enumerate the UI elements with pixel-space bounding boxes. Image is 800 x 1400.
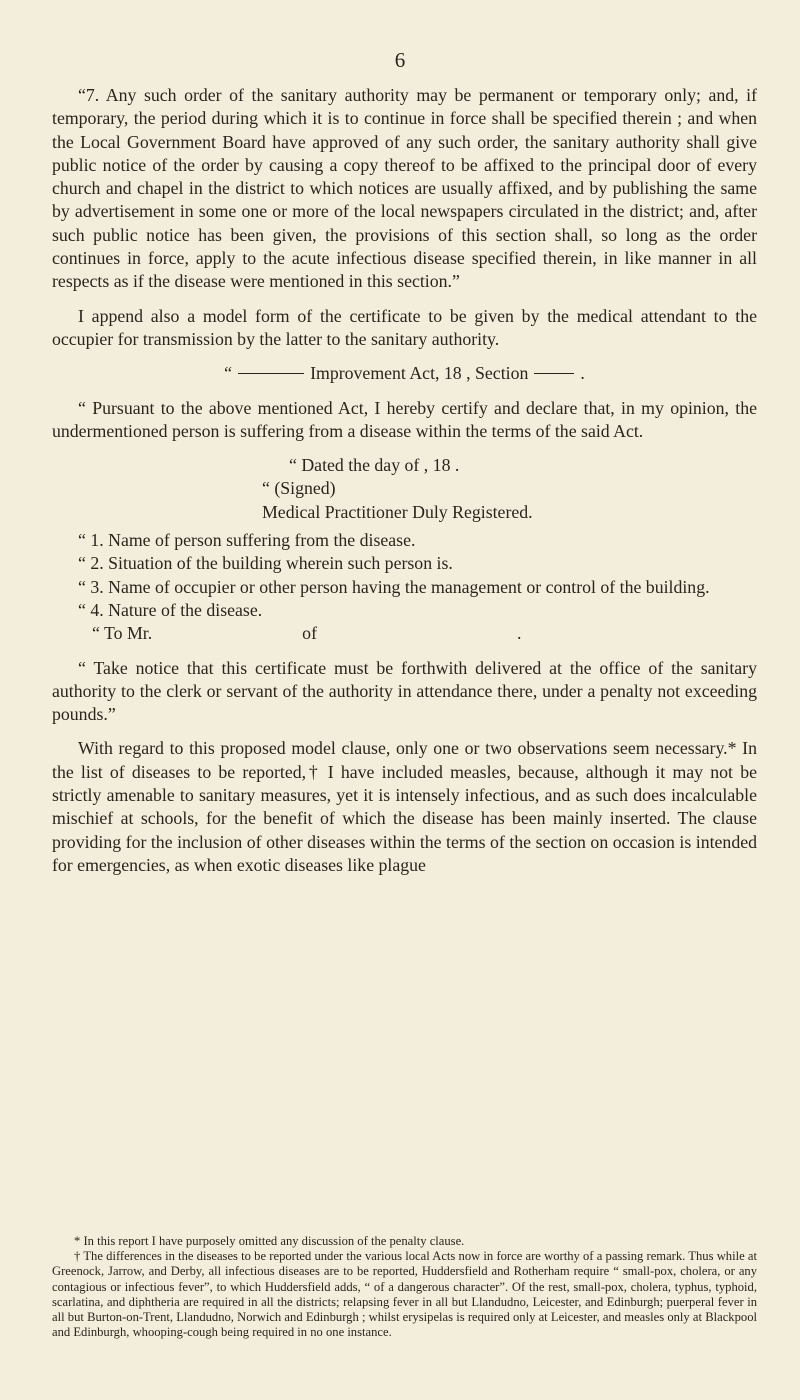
footnote-star: * In this report I have purposely omitted any discussion of the penalty clause. <box>74 1234 465 1248</box>
paragraph-observations: With regard to this proposed model clause, only one or two observations seem necessary.* In the list of diseases to be reported,† I have included measles, because, although it may not be strictly amenable to sanitary measures, yet it is intensely infectious, and as such does incalculable mischief at schools, for the benefit of which the disease has been mainly inserted. The clause providing for the inclusion of other diseases within the terms of the section on occasion is intended for emergencies, as when exotic diseases like plague <box>52 738 757 875</box>
page-number: 6 <box>394 48 406 72</box>
form-item-2: “ 2. Situation of the building wherein such person is. <box>78 553 453 574</box>
form-item-1: “ 1. Name of person suffering from the disease. <box>78 530 416 551</box>
paragraph-section-7: “7. Any such order of the sanitary authority may be permanent or temporary only; and, if temporary, the period during which it is to continue in force shall be specified therein ; and when the Local Government Board have approved of any such order, the sanitary authority shall give public notice of the order by causing a copy thereof to be affixed to the principal door of every church and chapel in the district to which notices are usually affixed, and by publishing the same by advertisement in some one or more of the local newspapers circulated in the district; and, after such public notice has been given, the provisions of this section shall, so long as the order continues in force, apply to the acute infectious disease specified therein, in like manner in all respects as if the disease were mentioned in this section.” <box>52 85 757 292</box>
form-notice: “ Take notice that this certificate must be forthwith delivered at the office of the sanitary authority to the clerk or servant of the authority in attendance there, under a penalty not exceeding pounds.” <box>52 657 757 725</box>
form-item-4: “ 4. Nature of the disease. <box>78 599 263 620</box>
form-item-3: “ 3. Name of occupier or other person having the management or control of the building. <box>78 576 710 597</box>
blank-line <box>534 373 574 374</box>
footnote-dagger: † The differences in the diseases to be reported under the various local Acts now in force are worthy of a passing remark. Thus while at Greenock, Jarrow, and Derby, all infectious diseases are to be reported, Huddersfield and Rotherham require “ small-pox, cholera, or any contagious or infectious fever”, to which Huddersfield adds, “ of a dangerous character”. Of the rest, small-pox, cholera, typhus, typhoid, scarlatina, and diphtheria are required in all the districts; relapsing fever in all but Llandudno, Leicester, and Edinburgh; puerperal fever in all but Burton-on-Trent, Llandudno, Norwich and Edinburgh ; whilst erysipelas is required only at Leicester, and measles only at Blackpool and Edinburgh, whooping-cough being required in no one instance. <box>52 1249 757 1340</box>
paragraph-append-form: I append also a model form of the certificate to be given by the medical attendant to the occupier for transmission by the latter to the sanitary authority. <box>52 305 757 349</box>
form-signed: “ (Signed) <box>262 478 336 499</box>
form-to-line: “ To Mr. of . <box>92 623 522 644</box>
form-pursuant: “ Pursuant to the above mentioned Act, I hereby certify and declare that, in my opinion, the undermentioned person is suffering from a disease within the terms of the said Act. <box>52 397 757 441</box>
body-text <box>52 84 757 877</box>
footnotes <box>52 1234 757 1340</box>
form-heading: “ Improvement Act, 18 , Section . <box>224 363 585 384</box>
form-practitioner: Medical Practitioner Duly Registered. <box>262 501 533 522</box>
form-dated: “ Dated the day of , 18 . <box>289 455 460 476</box>
blank-line <box>238 373 304 374</box>
